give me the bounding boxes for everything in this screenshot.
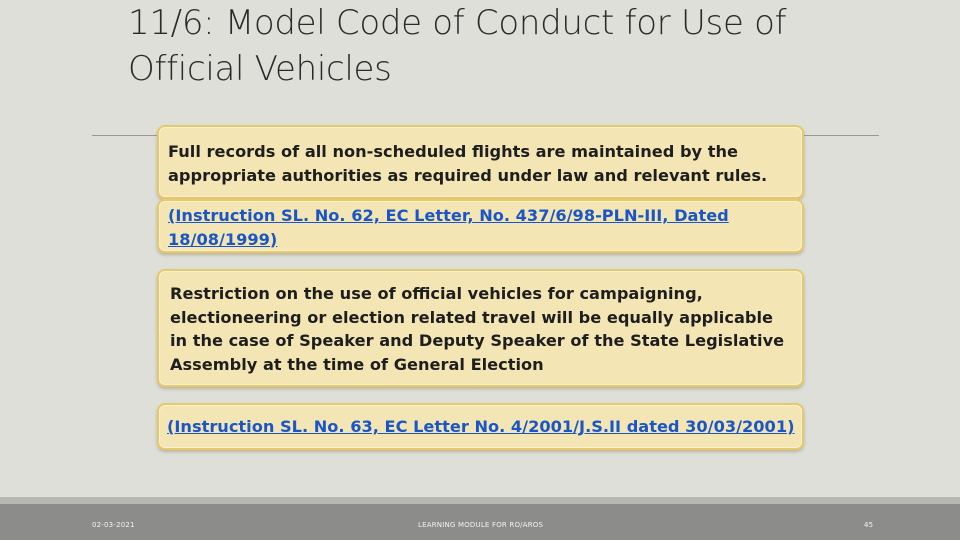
slide-title [128,0,888,92]
footer-date: 02-03-2021 [92,521,135,529]
flight-records-text: Full records of all non-scheduled flights are maintained by the appropriate authorities as required under law and relevant rules. [168,142,768,185]
content-box-instruction-63 [157,403,804,450]
slide-title-line-1: 11/6: Model Code of Conduct for Use of [128,3,787,43]
footer-module-name: LEARNING MODULE FOR RO/AROS [418,521,544,529]
content-box-vehicle-restriction [157,269,804,387]
content-box-instruction-62 [157,199,804,253]
footer-page-number: 45 [864,521,874,529]
vehicle-restriction-text: Restriction on the use of official vehicles for campaigning, electioneering or election related travel will be equally applicable in the case of Speaker and Deputy Speaker of the State Legislative Assembly at the time of General Election [170,284,785,374]
slide-title-line-2: Official Vehicles [128,49,392,89]
title-divider-right [800,135,879,136]
instruction-62-link[interactable]: (Instruction SL. No. 62, EC Letter, No. 437/6/98-PLN-III, Dated 18/08/1999) [168,206,729,249]
content-box-flight-records [157,125,804,199]
instruction-63-link[interactable]: (Instruction SL. No. 63, EC Letter No. 4/2001/J.S.II dated 30/03/2001) [167,417,795,436]
slide-footer [0,497,960,540]
title-divider-left [92,135,162,136]
